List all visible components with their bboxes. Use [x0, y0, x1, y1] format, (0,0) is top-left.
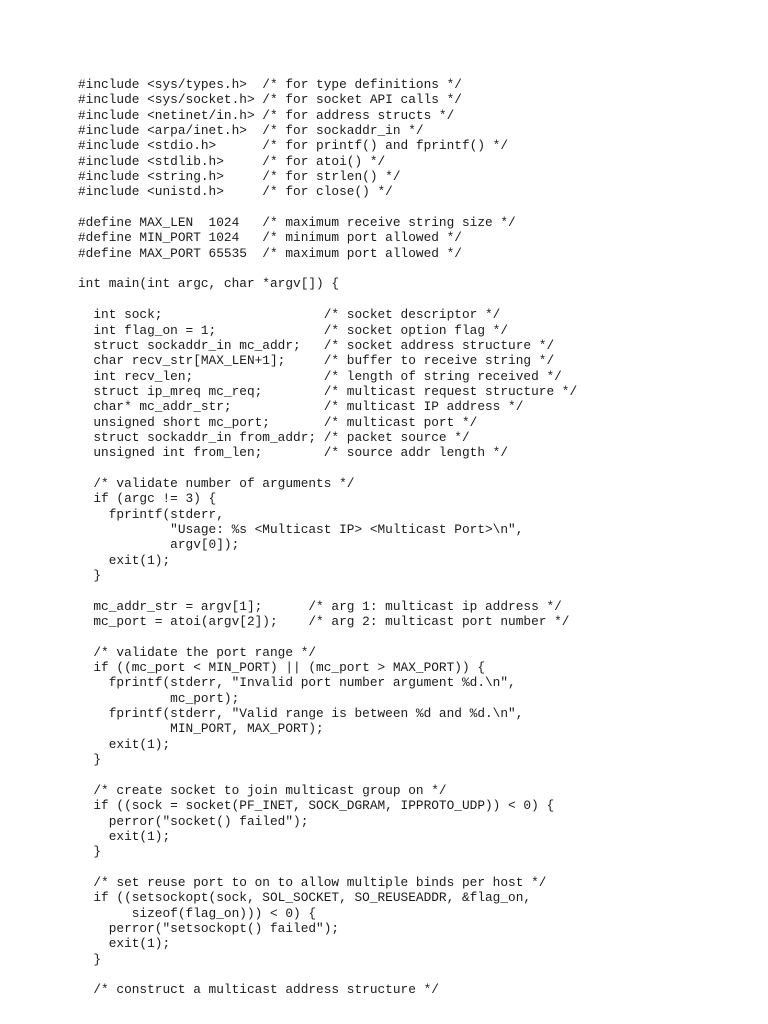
code-line: #include <string.h> /* for strlen() */	[78, 169, 401, 185]
code-line: #include <netinet/in.h> /* for address structs */	[78, 107, 455, 123]
code-line: /* validate number of arguments */	[78, 475, 355, 491]
code-line	[78, 767, 577, 782]
code-line: perror("setsockopt() failed");	[78, 920, 340, 936]
code-line: unsigned int from_len; /* source addr length */	[78, 445, 509, 461]
code-line: struct ip_mreq mc_req; /* multicast request structure */	[78, 383, 578, 399]
code-line: struct sockaddr_in mc_addr; /* socket address structure */	[78, 337, 555, 353]
code-line: /* validate the port range */	[78, 644, 317, 660]
code-line	[78, 860, 577, 875]
code-line: }	[78, 844, 102, 860]
code-line: fprintf(stderr, "Valid range is between %d and %d.\n",	[78, 706, 524, 722]
code-line: exit(1);	[78, 552, 171, 568]
code-line: }	[78, 752, 102, 768]
code-line: mc_port);	[78, 690, 240, 706]
code-listing	[78, 77, 577, 998]
code-line	[78, 629, 577, 644]
code-line: mc_port = atoi(argv[2]); /* arg 2: multicast port number */	[78, 614, 570, 630]
code-line	[78, 261, 577, 276]
code-line: char recv_str[MAX_LEN+1]; /* buffer to receive string */	[78, 353, 555, 369]
code-line: char* mc_addr_str; /* multicast IP address */	[78, 399, 524, 415]
code-line: unsigned short mc_port; /* multicast port */	[78, 414, 478, 430]
code-line: int recv_len; /* length of string received */	[78, 368, 562, 384]
code-line	[78, 583, 577, 598]
code-line: int sock; /* socket descriptor */	[78, 307, 501, 323]
code-line	[78, 461, 577, 476]
code-line: exit(1);	[78, 736, 171, 752]
code-line: fprintf(stderr, "Invalid port number argument %d.\n",	[78, 675, 516, 691]
code-line	[78, 967, 577, 982]
code-line: }	[78, 568, 102, 583]
code-line: struct sockaddr_in from_addr; /* packet source */	[78, 429, 470, 445]
code-line: #include <stdlib.h> /* for atoi() */	[78, 153, 386, 169]
code-line: #include <arpa/inet.h> /* for sockaddr_in */	[78, 123, 424, 139]
code-line: argv[0]);	[78, 537, 240, 553]
code-line: int flag_on = 1; /* socket option flag */	[78, 322, 509, 338]
code-line: fprintf(stderr,	[78, 506, 224, 522]
code-line: #define MAX_PORT 65535 /* maximum port allowed */	[78, 245, 462, 261]
code-line	[78, 292, 577, 307]
code-line: #define MIN_PORT 1024 /* minimum port allowed */	[78, 230, 462, 246]
code-line: "Usage: %s <Multicast IP> <Multicast Port>\n",	[78, 521, 524, 537]
code-line: mc_addr_str = argv[1]; /* arg 1: multicast ip address */	[78, 598, 562, 614]
code-line: exit(1);	[78, 936, 171, 952]
code-line: sizeof(flag_on))) < 0) {	[78, 905, 317, 921]
code-line: MIN_PORT, MAX_PORT);	[78, 721, 324, 737]
code-line: if (argc != 3) {	[78, 491, 217, 507]
code-line: perror("socket() failed");	[78, 813, 309, 829]
code-line: #include <stdio.h> /* for printf() and fprintf() */	[78, 138, 509, 154]
code-line: int main(int argc, char *argv[]) {	[78, 276, 340, 292]
code-line: /* construct a multicast address structure */	[78, 982, 439, 998]
code-line: /* create socket to join multicast group on */	[78, 782, 447, 798]
code-line: exit(1);	[78, 828, 171, 844]
code-line: if ((setsockopt(sock, SOL_SOCKET, SO_REUSEADDR, &flag_on,	[78, 890, 532, 906]
code-line: if ((mc_port < MIN_PORT) || (mc_port > MAX_PORT)) {	[78, 660, 486, 676]
code-line: }	[78, 951, 102, 967]
code-line: #include <unistd.h> /* for close() */	[78, 184, 393, 200]
code-line: /* set reuse port to on to allow multiple binds per host */	[78, 874, 547, 890]
code-line: if ((sock = socket(PF_INET, SOCK_DGRAM, IPPROTO_UDP)) < 0) {	[78, 798, 555, 814]
code-line: #include <sys/types.h> /* for type definitions */	[78, 77, 462, 92]
code-line: #define MAX_LEN 1024 /* maximum receive string size */	[78, 215, 516, 231]
code-line: #include <sys/socket.h> /* for socket API calls */	[78, 92, 462, 108]
code-line	[78, 200, 577, 215]
